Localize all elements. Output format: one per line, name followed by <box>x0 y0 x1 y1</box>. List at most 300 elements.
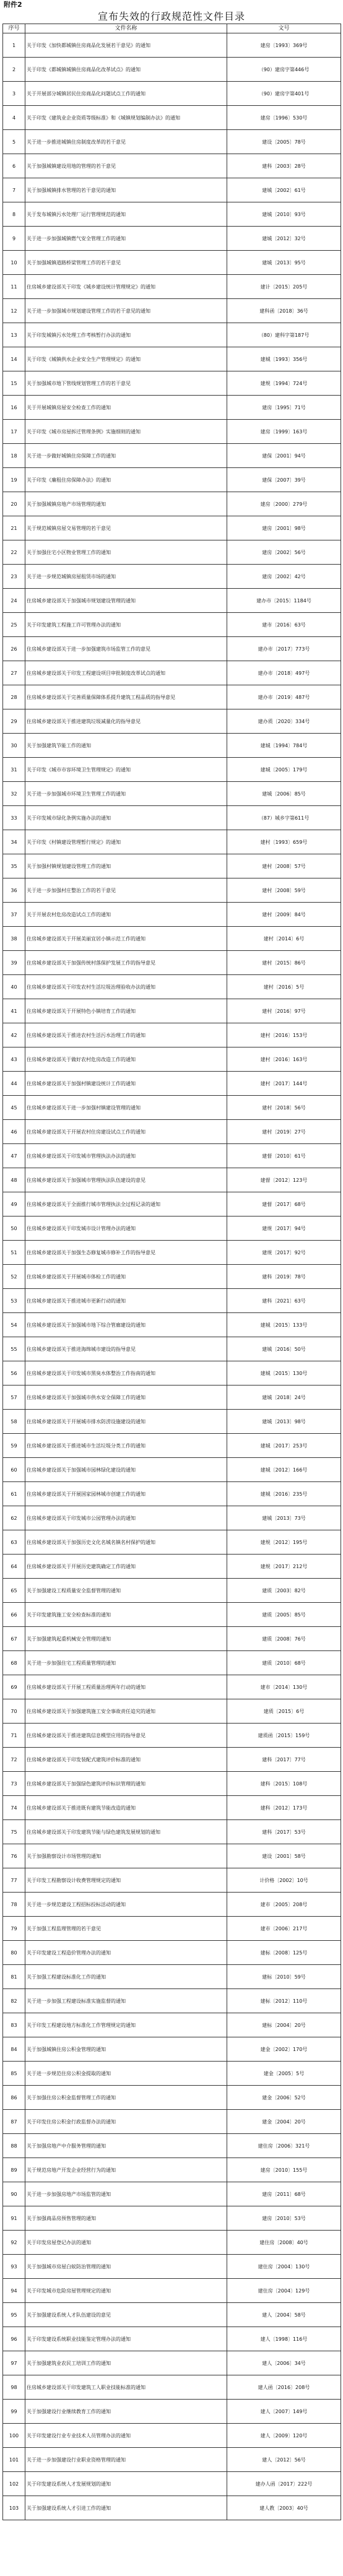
row-number: 76 <box>3 1844 25 1868</box>
row-number: 15 <box>3 371 25 396</box>
row-number: 7 <box>3 178 25 202</box>
document-number: 建城〔2006〕85号 <box>227 782 341 806</box>
row-number: 97 <box>3 2351 25 2375</box>
table-row <box>3 734 341 758</box>
row-number: 63 <box>3 1530 25 1555</box>
document-number: 建房〔2001〕98号 <box>227 516 341 540</box>
document-number: 建村〔2014〕6号 <box>227 927 341 951</box>
document-name: 关于印发建筑工程施工许可管理办法的通知 <box>25 613 227 637</box>
row-number: 8 <box>3 202 25 227</box>
table-row <box>3 806 341 830</box>
document-name: 关于印发工程勘察设计收费管理规定的通知 <box>25 1868 227 1893</box>
document-number: 建金〔2004〕20号 <box>227 2110 341 2134</box>
document-number: 建城〔2002〕61号 <box>227 178 341 202</box>
document-name: 住房城乡建设部关于完善质量保障体系提升建筑工程品质的指导意见 <box>25 685 227 709</box>
table-row <box>3 1023 341 1047</box>
document-name: 住房城乡建设部关于推进建筑垃圾减量化的指导意见 <box>25 709 227 734</box>
document-name: 关于开展农村危房改造试点工作的通知 <box>25 903 227 927</box>
table-row <box>3 516 341 540</box>
document-number: （90）建房字第401号 <box>227 82 341 106</box>
table-row <box>3 202 341 227</box>
table-row <box>3 2255 341 2279</box>
row-number: 37 <box>3 903 25 927</box>
table-row <box>3 1748 341 1772</box>
table-row <box>3 106 341 130</box>
document-name: 住房城乡建设部关于全面推行城市管理执法全过程记录的通知 <box>25 1192 227 1216</box>
document-number: 建规〔2017〕92号 <box>227 1241 341 1265</box>
row-number: 3 <box>3 82 25 106</box>
document-number: 建房〔1999〕163号 <box>227 420 341 444</box>
document-number: 建质〔2008〕76号 <box>227 1627 341 1651</box>
document-name: 关于印发《村镇建设管理暂行规定》的通知 <box>25 830 227 854</box>
document-name: 关于进一步做好城镇住房保障工作的通知 <box>25 444 227 468</box>
document-name: 关于印发工程建设地方标准化工作管理规定的通知 <box>25 2013 227 2037</box>
document-name: 住房城乡建设部关于推进建筑信息模型应用的指导意见 <box>25 1724 227 1748</box>
document-name: 住房城乡建设部关于进一步加强建筑市场监管工作的意见 <box>25 637 227 661</box>
document-number: 建质函〔2015〕159号 <box>227 1724 341 1748</box>
row-number: 39 <box>3 951 25 975</box>
table-row <box>3 999 341 1023</box>
document-number: 建房〔2011〕68号 <box>227 2182 341 2206</box>
row-number: 36 <box>3 878 25 903</box>
row-number: 25 <box>3 613 25 637</box>
table-row <box>3 1893 341 1917</box>
document-number: 建城〔2017〕253号 <box>227 1434 341 1458</box>
table-row <box>3 782 341 806</box>
document-number: 建村〔2016〕153号 <box>227 1023 341 1047</box>
document-name: 关于印发建筑施工安全检查标准的通知 <box>25 1603 227 1627</box>
document-name: 关于进一步加强城市规划建设管理工作的若干意见的通知 <box>25 299 227 323</box>
row-number: 30 <box>3 734 25 758</box>
table-row <box>3 371 341 396</box>
document-name: 住房城乡建设部关于加强建筑施工安全事故责任追究的通知 <box>25 1699 227 1724</box>
document-number: 建房〔1993〕369号 <box>227 33 341 58</box>
document-number: 建市〔2014〕130号 <box>227 1675 341 1699</box>
table-row <box>3 2110 341 2134</box>
table-row <box>3 1144 341 1168</box>
row-number: 96 <box>3 2327 25 2351</box>
table-row <box>3 1072 341 1096</box>
document-name: 关于加强城镇建设用地的管理的若干意见 <box>25 154 227 178</box>
row-number: 92 <box>3 2231 25 2255</box>
document-title: 宣布失效的行政规范性文件目录 <box>97 11 245 22</box>
row-number: 50 <box>3 1216 25 1241</box>
document-name: 住房城乡建设部关于印发工程建设项目审批制度改革试点的通知 <box>25 661 227 685</box>
document-number: 建村〔2008〕57号 <box>227 854 341 878</box>
table-row <box>3 565 341 589</box>
document-number: 建办人函〔2017〕222号 <box>227 2472 341 2496</box>
table-row <box>3 2351 341 2375</box>
row-number: 56 <box>3 1361 25 1386</box>
document-name: 关于加强工程建设标准化工作的通知 <box>25 1965 227 1989</box>
row-number: 68 <box>3 1651 25 1675</box>
document-number: 建金〔2005〕5号 <box>227 2062 341 2086</box>
table-row <box>3 878 341 903</box>
document-number: 建科〔2003〕28号 <box>227 154 341 178</box>
table-row <box>3 1941 341 1965</box>
document-number: 建房〔2000〕279号 <box>227 492 341 516</box>
row-number: 67 <box>3 1627 25 1651</box>
document-name: 关于规范城镇房屋交易管理的若干意见 <box>25 516 227 540</box>
table-body <box>3 33 341 2520</box>
row-number: 6 <box>3 154 25 178</box>
document-number: 建城〔2010〕93号 <box>227 202 341 227</box>
document-number: 建规〔1994〕724号 <box>227 371 341 396</box>
document-number: 建村〔2016〕163号 <box>227 1047 341 1072</box>
table-row <box>3 1216 341 1241</box>
document-name: 关于加强勘察设计市场管理的通知 <box>25 1844 227 1868</box>
document-name: 住房城乡建设部关于开展历史建筑确定工作的通知 <box>25 1555 227 1579</box>
document-number: 建村〔2019〕27号 <box>227 1120 341 1144</box>
row-number: 26 <box>3 637 25 661</box>
document-name: 住房城乡建设部关于印发建筑节能与绿色建筑发展规划的通知 <box>25 1820 227 1844</box>
row-number: 43 <box>3 1047 25 1072</box>
row-number: 81 <box>3 1965 25 1989</box>
table-row <box>3 1410 341 1434</box>
document-number: 建人〔1998〕116号 <box>227 2327 341 2351</box>
row-number: 65 <box>3 1579 25 1603</box>
document-name: 关于印发《城市房屋拆迁管理条例》实施细则的通知 <box>25 420 227 444</box>
table-header-row <box>3 24 341 33</box>
row-number: 83 <box>3 2013 25 2037</box>
row-number: 91 <box>3 2206 25 2231</box>
table-row <box>3 1868 341 1893</box>
table-row <box>3 2448 341 2472</box>
row-number: 62 <box>3 1506 25 1530</box>
document-name: 关于加强工程监理管理的若干意见 <box>25 1917 227 1941</box>
row-number: 64 <box>3 1555 25 1579</box>
document-number: 建人教〔2003〕40号 <box>227 2496 341 2520</box>
table-row <box>3 154 341 178</box>
table-row <box>3 1555 341 1579</box>
row-number: 75 <box>3 1820 25 1844</box>
document-number: 建质〔2003〕82号 <box>227 1579 341 1603</box>
document-number: 建规〔2012〕195号 <box>227 1530 341 1555</box>
document-name: 关于印发建设系统人才发展规划的通知 <box>25 2472 227 2496</box>
table-row <box>3 758 341 782</box>
row-number: 32 <box>3 782 25 806</box>
table-row <box>3 2472 341 2496</box>
table-row <box>3 1096 341 1120</box>
row-number: 86 <box>3 2086 25 2110</box>
table-row <box>3 275 341 299</box>
table-row <box>3 1820 341 1844</box>
table-row <box>3 1482 341 1506</box>
table-row <box>3 1289 341 1313</box>
document-name: 关于加强城市房屋白蚁防治管理的通知 <box>25 2255 227 2279</box>
document-name: 关于印发城市绿化条例实施办法的通知 <box>25 806 227 830</box>
document-number: 建人〔2009〕120号 <box>227 2424 341 2448</box>
table-row <box>3 1844 341 1868</box>
document-name: 关于进一步加强城市环境卫生管理工作的通知 <box>25 782 227 806</box>
document-name: 关于开展城镇房屋安全检查工作的通知 <box>25 396 227 420</box>
row-number: 40 <box>3 975 25 999</box>
row-number: 99 <box>3 2400 25 2424</box>
document-number: 建城〔2018〕24号 <box>227 1386 341 1410</box>
document-name: 关于印发《都城镇城镇住房商品化改革试点》的通知 <box>25 58 227 82</box>
table-row <box>3 1386 341 1410</box>
table-row <box>3 178 341 202</box>
document-number: 计价格〔2002〕10号 <box>227 1868 341 1893</box>
table-row <box>3 1458 341 1482</box>
row-number: 9 <box>3 227 25 251</box>
document-number: 建城〔2015〕130号 <box>227 1361 341 1386</box>
row-number: 102 <box>3 2472 25 2496</box>
document-number: 建标〔2012〕110号 <box>227 1989 341 2013</box>
row-number: 94 <box>3 2279 25 2303</box>
row-number: 103 <box>3 2496 25 2520</box>
document-number: 建督〔2017〕68号 <box>227 1192 341 1216</box>
table-row <box>3 251 341 275</box>
table-row <box>3 1965 341 1989</box>
document-number: （80）建科字第187号 <box>227 323 341 347</box>
table-row <box>3 2037 341 2062</box>
document-number: 建设〔2005〕78号 <box>227 130 341 154</box>
document-name: 关于印发城镇污水处理工作考核暂行办法的通知 <box>25 323 227 347</box>
document-number: （90）建房字第446号 <box>227 58 341 82</box>
row-number: 5 <box>3 130 25 154</box>
document-number: 建村〔2009〕84号 <box>227 903 341 927</box>
document-number: 建办质〔2020〕334号 <box>227 709 341 734</box>
document-name: 关于进一步加强工程建设标准实施监督的通知 <box>25 1989 227 2013</box>
table-row <box>3 2279 341 2303</box>
row-number: 58 <box>3 1410 25 1434</box>
document-name: 关于加强建设工程质量安全监督管理的通知 <box>25 1579 227 1603</box>
document-number: （87）城乡字第611号 <box>227 806 341 830</box>
row-number: 73 <box>3 1772 25 1796</box>
document-name: 关于印发住房公积金行政监督办法的通知 <box>25 2110 227 2134</box>
row-number: 46 <box>3 1120 25 1144</box>
document-number: 建计〔2015〕205号 <box>227 275 341 299</box>
row-number: 90 <box>3 2182 25 2206</box>
document-number: 建规〔2017〕94号 <box>227 1216 341 1241</box>
document-name: 关于印发建设工程造价管理办法的通知 <box>25 1941 227 1965</box>
document-number: 建房〔2010〕155号 <box>227 2158 341 2182</box>
document-name: 住房城乡建设部关于开展国家园林城市创建工作的通知 <box>25 1482 227 1506</box>
document-number: 建城〔2013〕73号 <box>227 1506 341 1530</box>
document-name: 关于加强城市地下管线规划管理工作的若干意见 <box>25 371 227 396</box>
row-number: 78 <box>3 1893 25 1917</box>
row-number: 35 <box>3 854 25 878</box>
table-row <box>3 1361 341 1386</box>
document-number: 建房〔1995〕71号 <box>227 396 341 420</box>
document-name: 关于加强建设系统人才引进工作的通知 <box>25 2496 227 2520</box>
row-number: 88 <box>3 2134 25 2158</box>
document-number: 建办市〔2019〕487号 <box>227 685 341 709</box>
table-row <box>3 468 341 492</box>
table-row <box>3 33 341 58</box>
document-number: 建城〔2012〕166号 <box>227 1458 341 1482</box>
document-name: 住房城乡建设部关于印发城市管理执法办法的通知 <box>25 1144 227 1168</box>
table-row <box>3 2013 341 2037</box>
table-row <box>3 1627 341 1651</box>
document-number: 建科〔2015〕108号 <box>227 1772 341 1796</box>
document-name: 关于印发《廉租住房保障办法》的通知 <box>25 468 227 492</box>
document-number: 建科〔2017〕53号 <box>227 1820 341 1844</box>
table-row <box>3 2327 341 2351</box>
document-number: 建住房〔2004〕130号 <box>227 2255 341 2279</box>
document-name: 住房城乡建设部关于印发农村生活垃圾治理验收办法的通知 <box>25 975 227 999</box>
invalid-documents-table <box>2 24 341 2520</box>
document-number: 建人〔2006〕34号 <box>227 2351 341 2375</box>
document-name: 关于加强住宅小区物业管理工作的通知 <box>25 540 227 565</box>
row-number: 31 <box>3 758 25 782</box>
table-row <box>3 130 341 154</box>
row-number: 84 <box>3 2037 25 2062</box>
document-number: 建村〔2015〕86号 <box>227 951 341 975</box>
document-number: 建规〔2017〕212号 <box>227 1555 341 1579</box>
document-number: 建金〔2002〕170号 <box>227 2037 341 2062</box>
table-row <box>3 1989 341 2013</box>
document-number: 建保〔2007〕39号 <box>227 468 341 492</box>
document-name: 关于印发城市危险房屋管理规定的通知 <box>25 2279 227 2303</box>
table-row <box>3 58 341 82</box>
document-name: 关于加强城镇房地产市场管理的通知 <box>25 492 227 516</box>
row-number: 41 <box>3 999 25 1023</box>
table-row <box>3 2206 341 2231</box>
row-number: 85 <box>3 2062 25 2086</box>
table-row <box>3 1796 341 1820</box>
document-number: 建房〔1996〕530号 <box>227 106 341 130</box>
row-number: 66 <box>3 1603 25 1627</box>
row-number: 71 <box>3 1724 25 1748</box>
table-row <box>3 951 341 975</box>
document-number: 建人〔2007〕149号 <box>227 2400 341 2424</box>
document-name: 住房城乡建设部关于加强城市供水安全保障工作的通知 <box>25 1386 227 1410</box>
document-number: 建村〔2016〕5号 <box>227 975 341 999</box>
table-row <box>3 661 341 685</box>
document-number: 建金〔2006〕52号 <box>227 2086 341 2110</box>
table-row <box>3 2062 341 2086</box>
document-name: 住房城乡建设部关于开展城市体检工作的通知 <box>25 1265 227 1289</box>
table-row <box>3 2375 341 2400</box>
document-number: 建保〔2001〕94号 <box>227 444 341 468</box>
table-row <box>3 540 341 565</box>
header-name: 文件名称 <box>25 24 227 33</box>
row-number: 38 <box>3 927 25 951</box>
document-number: 建设〔2001〕58号 <box>227 1844 341 1868</box>
table-row <box>3 299 341 323</box>
document-name: 住房城乡建设部关于推进城市更新行动的通知 <box>25 1289 227 1313</box>
table-row <box>3 2496 341 2520</box>
document-number: 建质〔2010〕68号 <box>227 1651 341 1675</box>
document-name: 关于印发《城市市容环境卫生管理规定》的通知 <box>25 758 227 782</box>
table-row <box>3 2158 341 2182</box>
table-row <box>3 1120 341 1144</box>
row-number: 61 <box>3 1482 25 1506</box>
document-number: 建标〔2010〕59号 <box>227 1965 341 1989</box>
row-number: 51 <box>3 1241 25 1265</box>
document-name: 住房城乡建设部关于开展农村住房建设试点工作的通知 <box>25 1120 227 1144</box>
table-row <box>3 2134 341 2158</box>
document-name: 住房城乡建设部关于印发《城乡建设统计管理规定》的通知 <box>25 275 227 299</box>
row-number: 10 <box>3 251 25 275</box>
row-number: 4 <box>3 106 25 130</box>
table-row <box>3 1699 341 1724</box>
row-number: 16 <box>3 396 25 420</box>
row-number: 87 <box>3 2110 25 2134</box>
table-row <box>3 492 341 516</box>
document-number: 建科〔2021〕63号 <box>227 1289 341 1313</box>
row-number: 52 <box>3 1265 25 1289</box>
table-row <box>3 227 341 251</box>
document-name: 关于进一步推进城镇住房制度改革的若干意见 <box>25 130 227 154</box>
table-row <box>3 1724 341 1748</box>
table-row <box>3 1192 341 1216</box>
table-row <box>3 927 341 951</box>
table-row <box>3 637 341 661</box>
row-number: 70 <box>3 1699 25 1724</box>
document-name: 住房城乡建设部关于做好农村危房改造工作的通知 <box>25 1047 227 1072</box>
document-name: 关于开展部分城镇居民住房商品化问题试点工作的通知 <box>25 82 227 106</box>
table-row <box>3 1530 341 1555</box>
document-name: 住房城乡建设部关于加强城市地下综合管廊建设的通知 <box>25 1313 227 1337</box>
table-row <box>3 903 341 927</box>
document-name: 关于进一步加强村庄整治工作的若干意见 <box>25 878 227 903</box>
row-number: 74 <box>3 1796 25 1820</box>
document-name: 住房城乡建设部关于加强村镇建设统计工作的通知 <box>25 1072 227 1096</box>
table-row <box>3 1241 341 1265</box>
document-name: 关于进一步规范城镇房屋租赁市场的通知 <box>25 565 227 589</box>
row-number: 22 <box>3 540 25 565</box>
table-row <box>3 709 341 734</box>
row-number: 53 <box>3 1289 25 1313</box>
document-number: 建市〔2005〕208号 <box>227 1893 341 1917</box>
document-number: 建科〔2019〕78号 <box>227 1265 341 1289</box>
row-number: 29 <box>3 709 25 734</box>
document-name: 关于进一步加强建设行业职业资格管理的通知 <box>25 2448 227 2472</box>
row-number: 1 <box>3 33 25 58</box>
document-name: 关于进一步规范住房公积金提取的通知 <box>25 2062 227 2086</box>
document-name: 关于加强城镇道路桥梁管理工作的若干意见 <box>25 251 227 275</box>
row-number: 49 <box>3 1192 25 1216</box>
document-name: 关于印发《城镇供水企业安全生产管理规定》的通知 <box>25 347 227 371</box>
row-number: 48 <box>3 1168 25 1192</box>
table-row <box>3 420 341 444</box>
row-number: 20 <box>3 492 25 516</box>
table-row <box>3 1337 341 1361</box>
document-name: 关于印发房屋登记办法的通知 <box>25 2231 227 2255</box>
row-number: 28 <box>3 685 25 709</box>
document-number: 建办市〔2015〕1184号 <box>227 589 341 613</box>
document-name: 住房城乡建设部关于加强城市规划建设管理的通知 <box>25 589 227 613</box>
document-name: 住房城乡建设部关于加强城市管理执法队伍建设的意见 <box>25 1168 227 1192</box>
document-number: 建村〔2018〕56号 <box>227 1096 341 1120</box>
table-row <box>3 1917 341 1941</box>
document-number: 建房〔2010〕53号 <box>227 2206 341 2231</box>
row-number: 57 <box>3 1386 25 1410</box>
document-name: 住房城乡建设部关于加强绿色建筑评价标识管理的通知 <box>25 1772 227 1796</box>
row-number: 13 <box>3 323 25 347</box>
document-number: 建市〔2016〕63号 <box>227 613 341 637</box>
row-number: 60 <box>3 1458 25 1482</box>
document-name: 住房城乡建设部关于进一步加强村镇建设管理的通知 <box>25 1096 227 1120</box>
row-number: 93 <box>3 2255 25 2279</box>
document-number: 建科函〔2018〕36号 <box>227 299 341 323</box>
document-number: 建城〔2012〕32号 <box>227 227 341 251</box>
document-number: 建村〔1993〕659号 <box>227 830 341 854</box>
document-number: 建督〔2012〕123号 <box>227 1168 341 1192</box>
document-number: 建住房〔2008〕40号 <box>227 2231 341 2255</box>
document-name: 住房城乡建设部关于加强生态修复城市修补工作的指导意见 <box>25 1241 227 1265</box>
row-number: 72 <box>3 1748 25 1772</box>
document-name: 关于加强房地产中介服务管理的通知 <box>25 2134 227 2158</box>
row-number: 19 <box>3 468 25 492</box>
document-name: 关于印发《加快都城镇住房商品化发展若干意见》的通知 <box>25 33 227 58</box>
row-number: 45 <box>3 1096 25 1120</box>
row-number: 44 <box>3 1072 25 1096</box>
header-no: 序号 <box>3 24 25 33</box>
